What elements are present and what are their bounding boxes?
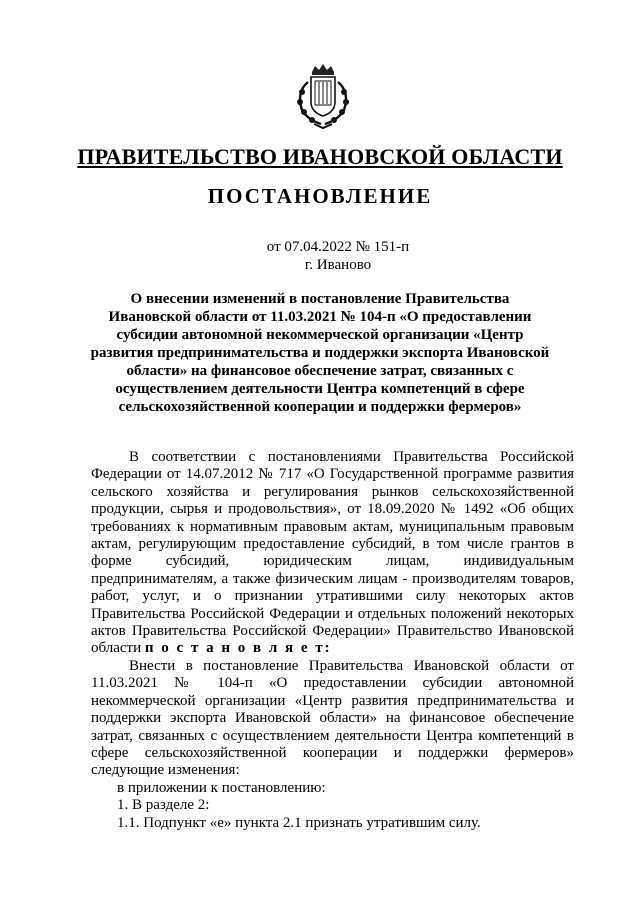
amend-paragraph: Внести в постановление Правительства Ивановской области от 11.03.2021 № 104-п «О предоставлении субсидии автономной некоммерческой организации «Центр развития предпринимательства и поддержки экспорта Ивановской области» на финансовое обеспечение затрат, связанных с осуществлением деятельности Центра компетенций в сфере сельскохозяйственной кооперации и поддержки фермеров» следующие изменения: bbox=[91, 657, 574, 779]
coat-of-arms-icon bbox=[288, 62, 358, 132]
city: г. Иваново bbox=[304, 257, 372, 273]
preamble-text: В соответствии с постановлениями Правительства Российской Федерации от 14.07.2012 № 717 «О Государственной программе развития сельского хозяйства и регулирования рынков сельскохозяйственной продукции, сырья и продовольствия», от 18.09.2020 № 1492 «Об общих требованиях к нормативным правовым актам, муниципальным правовым актам, регулирующим предоставление субсидий, в том числе грантов в форме субсидий, юридическим лицам, индивидуальным предпринимателям, а также физическим лицам - производителям товаров, работ, услуг, и о признании утратившими силу некоторых актов Правительства Российской Федерации и отдельных положений некоторых актов Правительства Российской Федерации» Правительство Ивановской области bbox=[91, 449, 574, 657]
preamble-paragraph bbox=[91, 449, 574, 658]
list-item: 1. В разделе 2: bbox=[117, 797, 210, 814]
date-number: от 07.04.2022 № 151-п bbox=[266, 239, 410, 255]
resolves-word: п о с т а н о в л я е т: bbox=[144, 640, 332, 657]
document-subject: О внесении изменений в постановление Правительства Ивановской области от 11.03.2021 № 104-п «О предоставлении субсидии автономной некоммерческой организации «Центр развития предпринимательства и поддержки экспорта Ивановской области» на финансовое обеспечение затрат, связанных с осуществлением деятельности Центра компетенций в сфере сельскохозяйственной кооперации и поддержки фермеров» bbox=[90, 291, 550, 415]
document-body bbox=[91, 449, 574, 832]
document-meta bbox=[0, 238, 640, 274]
government-title: ПРАВИТЕЛЬСТВО ИВАНОВСКОЙ ОБЛАСТИ bbox=[77, 144, 563, 169]
list-item: в приложении к постановлению: bbox=[117, 779, 326, 796]
list-item: 1.1. Подпункт «е» пункта 2.1 признать утратившим силу. bbox=[117, 814, 481, 831]
document-type: ПОСТАНОВЛЕНИЕ bbox=[207, 184, 433, 208]
